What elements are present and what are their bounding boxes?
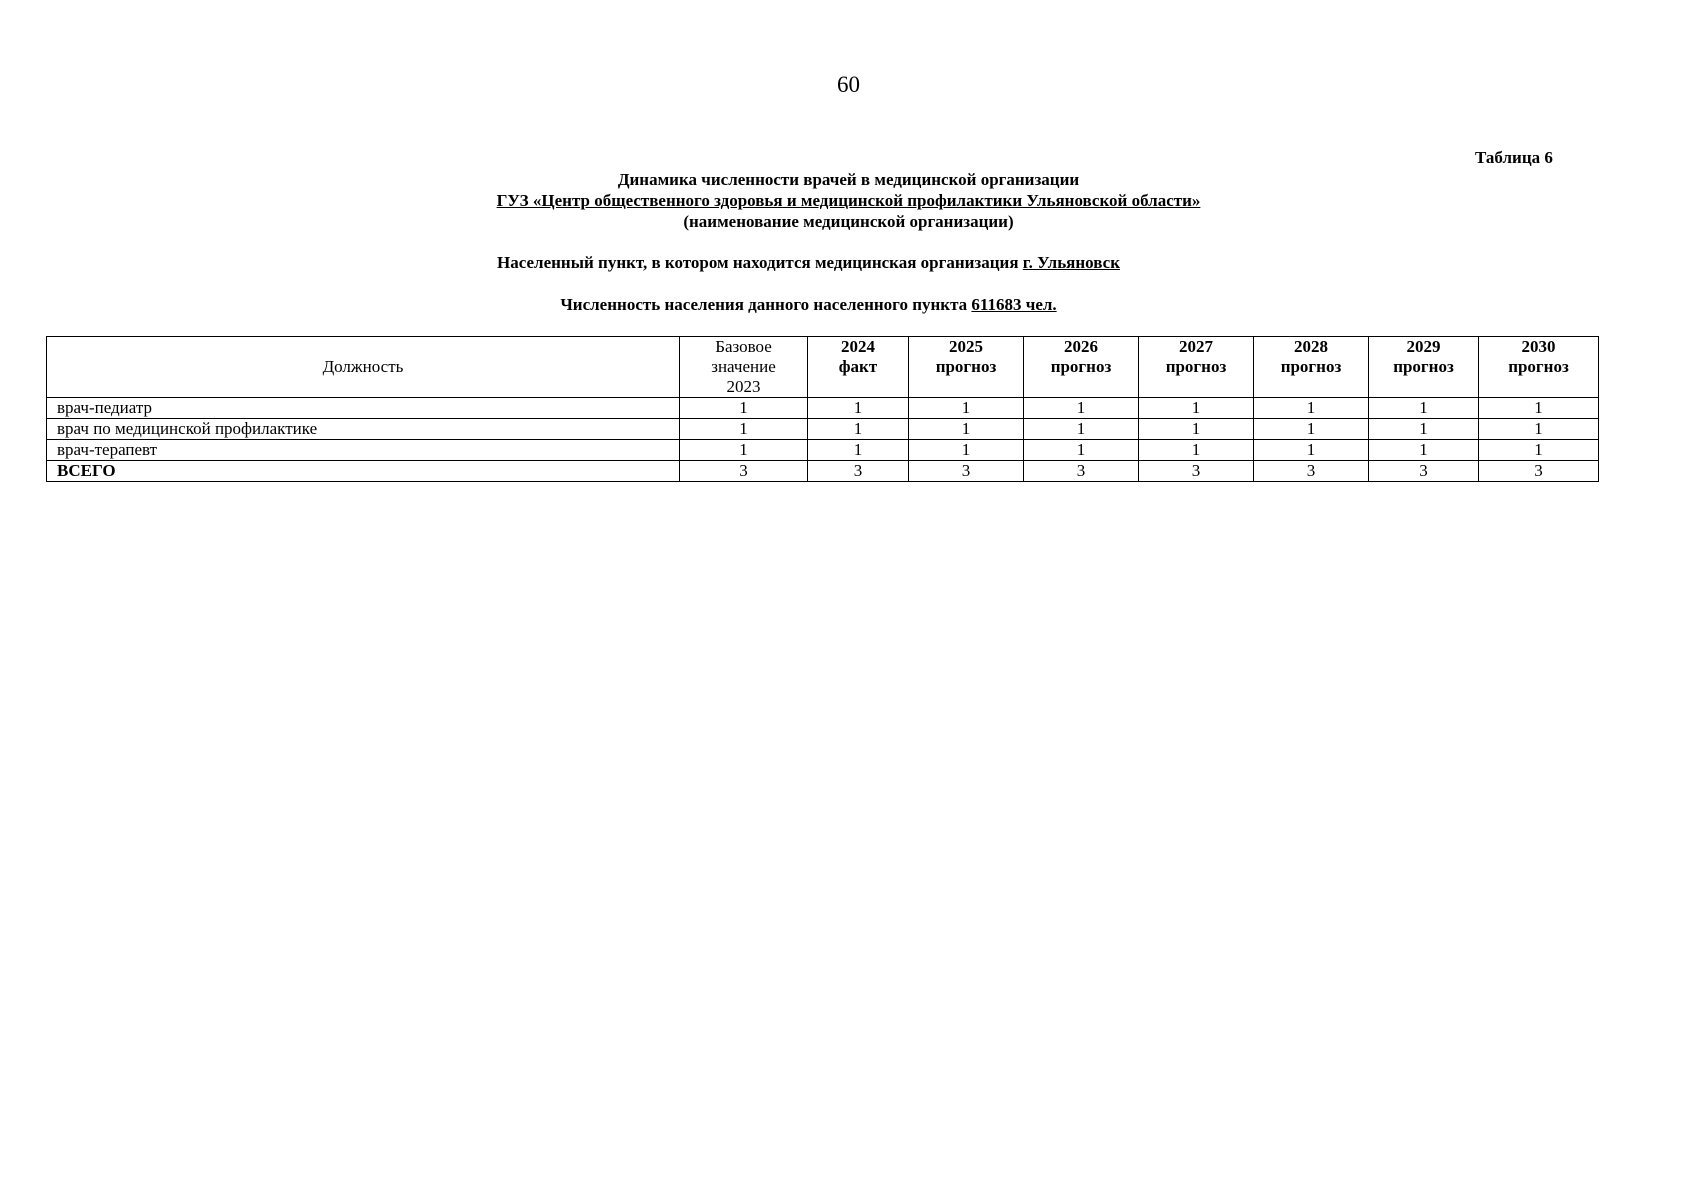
header-kind: факт: [838, 357, 878, 376]
value-cell: 1: [1139, 398, 1254, 419]
total-value-cell: 3: [1139, 461, 1254, 482]
header-kind: прогноз: [1508, 357, 1569, 376]
value-cell: 1: [1369, 419, 1479, 440]
header-year: 2026: [1064, 337, 1098, 356]
value-cell: 1: [1254, 398, 1369, 419]
header-2029: [1369, 337, 1479, 398]
total-value-cell: 3: [1479, 461, 1599, 482]
total-label-cell: ВСЕГО: [47, 461, 680, 482]
header-2024: [808, 337, 909, 398]
value-cell: 1: [808, 398, 909, 419]
header-year: 2028: [1294, 337, 1328, 356]
population-line: [0, 295, 1617, 315]
settlement-value: г. Ульяновск: [1022, 253, 1120, 272]
organization-note: (наименование медицинской организации): [683, 212, 1014, 231]
header-2030: [1479, 337, 1599, 398]
header-kind: прогноз: [1280, 357, 1342, 376]
value-cell: 1: [808, 440, 909, 461]
value-cell: 1: [1024, 398, 1139, 419]
population-value: 611683 чел.: [971, 295, 1057, 314]
value-cell: 1: [1139, 440, 1254, 461]
header-year: 2027: [1179, 337, 1213, 356]
value-cell: 1: [680, 398, 808, 419]
header-year: 2024: [841, 337, 875, 356]
value-cell: 1: [1024, 440, 1139, 461]
header-base-line3: 2023: [726, 377, 761, 396]
value-cell: 1: [680, 440, 808, 461]
header-2025: [909, 337, 1024, 398]
header-base-line1: Базовое: [715, 337, 772, 356]
population-label: Численность населения данного населенного пункта: [560, 295, 968, 314]
value-cell: 1: [909, 398, 1024, 419]
value-cell: 1: [1369, 398, 1479, 419]
total-value-cell: 3: [909, 461, 1024, 482]
table-header-row: [47, 337, 1599, 398]
settlement-line: [0, 253, 1617, 273]
header-base-line2: значение: [711, 357, 776, 376]
header-kind: прогноз: [1393, 357, 1454, 376]
total-value-cell: 3: [1369, 461, 1479, 482]
header-position: Должность: [47, 337, 680, 398]
header-year: 2029: [1406, 337, 1441, 356]
total-value-cell: 3: [808, 461, 909, 482]
value-cell: 1: [808, 419, 909, 440]
page-number: 60: [837, 72, 860, 97]
organization-name: ГУЗ «Центр общественного здоровья и медицинской профилактики Ульяновской области»: [496, 191, 1201, 210]
value-cell: 1: [1479, 440, 1599, 461]
total-value-cell: 3: [1024, 461, 1139, 482]
header-year: 2025: [949, 337, 983, 356]
position-cell: врач-терапевт: [47, 440, 680, 461]
value-cell: 1: [1479, 398, 1599, 419]
table-row: [47, 398, 1599, 419]
heading-title: Динамика численности врачей в медицинской организации: [617, 170, 1080, 189]
table-row: [47, 440, 1599, 461]
header-kind: прогноз: [935, 357, 997, 376]
staff-dynamics-table: [46, 336, 1599, 482]
value-cell: 1: [1254, 440, 1369, 461]
position-cell: врач-педиатр: [47, 398, 680, 419]
header-2026: [1024, 337, 1139, 398]
value-cell: 1: [1479, 419, 1599, 440]
settlement-label: Населенный пункт, в котором находится медицинская организация: [497, 253, 1019, 272]
value-cell: 1: [680, 419, 808, 440]
header-year: 2030: [1521, 337, 1556, 356]
value-cell: 1: [1024, 419, 1139, 440]
value-cell: 1: [1254, 419, 1369, 440]
header-2027: [1139, 337, 1254, 398]
total-value-cell: 3: [1254, 461, 1369, 482]
table-row: [47, 419, 1599, 440]
value-cell: 1: [909, 419, 1024, 440]
table-label: Таблица 6: [1475, 148, 1553, 167]
header-base-value: [680, 337, 808, 398]
value-cell: 1: [1139, 419, 1254, 440]
total-row: [47, 461, 1599, 482]
position-cell: врач по медицинской профилактике: [47, 419, 680, 440]
header-kind: прогноз: [1165, 357, 1227, 376]
value-cell: 1: [1369, 440, 1479, 461]
header-kind: прогноз: [1050, 357, 1112, 376]
total-value-cell: 3: [680, 461, 808, 482]
header-2028: [1254, 337, 1369, 398]
document-heading: [0, 169, 1697, 232]
value-cell: 1: [909, 440, 1024, 461]
